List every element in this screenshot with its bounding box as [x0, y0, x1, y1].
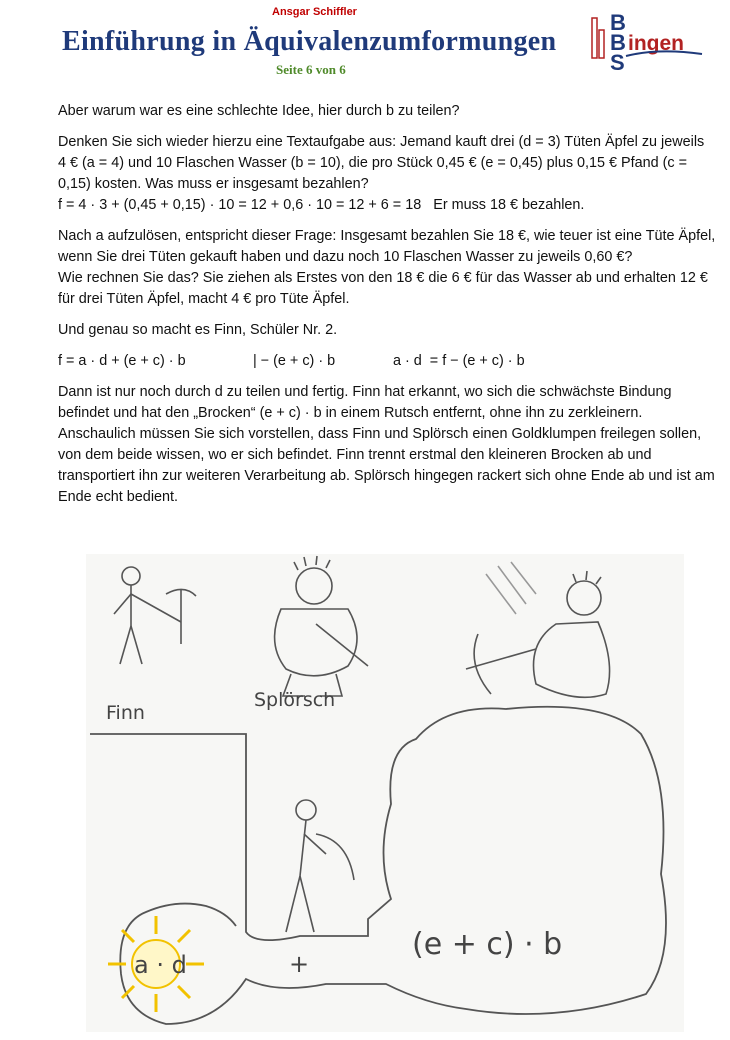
equation-operation: | − (e + c) · b	[253, 353, 336, 369]
solve-paragraph	[58, 226, 716, 310]
question-paragraph: Aber warum war es eine schlechte Idee, hier durch b zu teilen?	[58, 103, 460, 119]
gold-digging-drawing	[86, 554, 684, 1032]
finn-label: Finn	[106, 702, 145, 724]
calc-result: Er muss 18 € bezahlen.	[433, 197, 585, 213]
gold-label: a · d	[134, 951, 187, 979]
equation-right: a · d = f − (e + c) · b	[393, 353, 525, 369]
conclusion-paragraph	[58, 382, 716, 508]
page-info: Seite 6 von 6	[276, 62, 346, 77]
analogy-text: Anschaulich müssen Sie sich vorstellen, dass Finn und Splörsch einen Goldklumpen freilegen sollen, von dem beide wissen, wo er sich befindet. Finn trennt erstmal den kleineren Brocken ab und transportiert ihn zur weiteren Verarbeitung ab. Splörsch hingegen rackert sich ohne Ende ab und ist am Ende echt bedient.	[58, 426, 715, 505]
story-text: Denken Sie sich wieder hierzu eine Textaufgabe aus: Jemand kauft drei (d = 3) Tüten Äpfel zu jeweils 4 € (a = 4) und 10 Flaschen Wasser (b = 10), die pro Stück 0,45 € (e = 0,45) plus 0,15 € Pfand (c = 0,15) kosten. Was muss er insgesamt bezahlen?	[58, 134, 705, 192]
document-title: Einführung in Äquivalenzumformungen	[62, 26, 557, 57]
equation-line	[58, 351, 716, 372]
rock-label: (e + c) · b	[412, 927, 563, 962]
calc-line: f = 4 · 3 + (0,45 + 0,15) · 10 = 12 + 0,6 · 10 = 12 + 6 = 18	[58, 197, 422, 213]
document-body	[58, 101, 716, 508]
solve-explanation: Wie rechnen Sie das? Sie ziehen als Erstes von den 18 € die 6 € für das Wasser ab und erhalten 12 € für drei Tüten Äpfel, macht 4 € pro Tüte Äpfel.	[58, 270, 708, 307]
story-paragraph	[58, 132, 716, 216]
equation-left: f = a · d + (e + c) · b	[58, 353, 186, 369]
finn-intro: Und genau so macht es Finn, Schüler Nr. 2.	[58, 322, 338, 338]
logo-letter-b2: B	[610, 30, 626, 55]
logo-letter-s: S	[610, 50, 625, 74]
logo-bar-1	[592, 18, 597, 58]
logo-bar-2	[599, 30, 604, 58]
bbs-bingen-logo	[588, 8, 708, 74]
author-name: Ansgar Schiffler	[272, 6, 357, 18]
logo-word: ingen	[628, 32, 684, 55]
splorsch-label: Splörsch	[254, 689, 336, 711]
solve-question: Nach a aufzulösen, entspricht dieser Frage: Insgesamt bezahlen Sie 18 €, wie teuer ist eine Tüte Äpfel, wenn Sie drei Tüten gekauft haben und dazu noch 10 Flaschen Wasser zu jeweils 0,60 €?	[58, 228, 716, 265]
logo-letter-b1: B	[610, 10, 626, 35]
plus-label: +	[289, 950, 310, 978]
conclusion-text: Dann ist nur noch durch d zu teilen und fertig. Finn hat erkannt, wo sich die schwächste Bindung befindet und hat den „Brocken“ (e + c) · b in einem Rutsch entfernt, ohne ihn zu zerkleinern.	[58, 384, 672, 421]
